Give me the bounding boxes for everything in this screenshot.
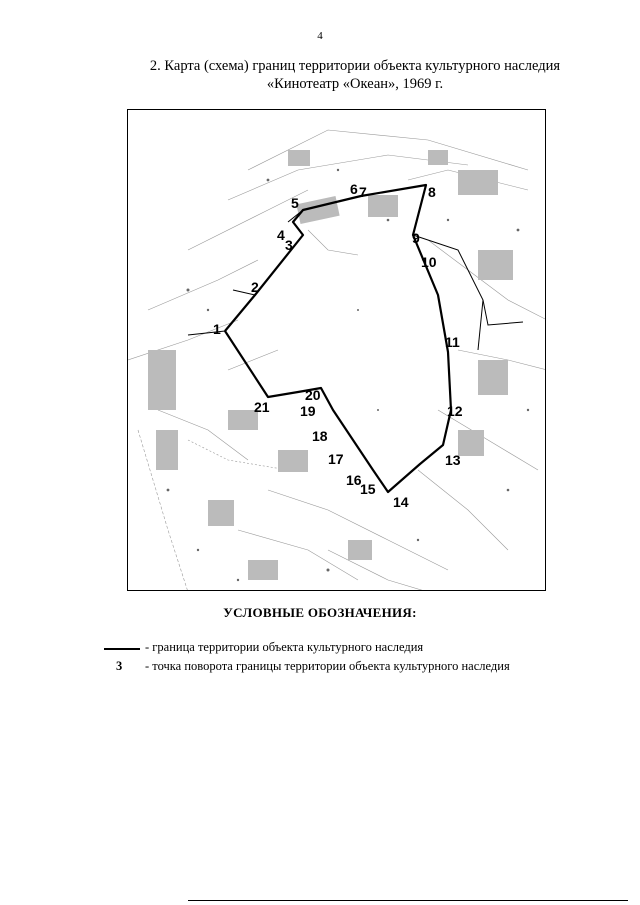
point-label-6: 6 — [350, 181, 358, 197]
point-label-14: 14 — [393, 494, 409, 510]
point-label-9: 9 — [412, 230, 420, 246]
title-line-1: 2. Карта (схема) границ территории объекта культурного наследия — [149, 58, 561, 74]
point-label-12: 12 — [447, 403, 463, 419]
point-label-13: 13 — [445, 452, 461, 468]
page-number: 4 — [317, 30, 323, 42]
point-label-7: 7 — [359, 184, 367, 200]
boundary-map — [127, 109, 546, 591]
point-label-19: 19 — [300, 403, 316, 419]
legend-point-symbol: 3 — [116, 659, 123, 673]
point-label-4: 4 — [277, 227, 285, 243]
point-label-21: 21 — [254, 399, 270, 415]
point-label-16: 16 — [346, 472, 362, 488]
point-label-17: 17 — [328, 451, 344, 467]
point-label-15: 15 — [360, 481, 376, 497]
legend-boundary-text: - граница территории объекта культурного наследия — [145, 640, 424, 654]
footer-rule — [188, 900, 628, 901]
point-label-10: 10 — [421, 254, 437, 270]
legend-boundary-symbol — [104, 648, 140, 650]
map-secondary-lines — [188, 210, 523, 350]
point-label-20: 20 — [305, 387, 321, 403]
page-title — [110, 57, 600, 93]
legend-point-text: - точка поворота границы территории объекта культурного наследия — [145, 659, 510, 673]
point-label-3: 3 — [285, 237, 293, 253]
point-label-8: 8 — [428, 184, 436, 200]
map-buildings — [148, 150, 513, 580]
point-label-18: 18 — [312, 428, 328, 444]
point-label-1: 1 — [213, 321, 221, 337]
title-line-2: «Кинотеатр «Океан», 1969 г. — [266, 76, 444, 92]
point-label-11: 11 — [445, 334, 460, 350]
legend-title: УСЛОВНЫЕ ОБОЗНАЧЕНИЯ: — [223, 605, 417, 620]
point-label-5: 5 — [291, 195, 299, 211]
point-label-2: 2 — [251, 279, 259, 295]
map-svg — [128, 110, 546, 591]
